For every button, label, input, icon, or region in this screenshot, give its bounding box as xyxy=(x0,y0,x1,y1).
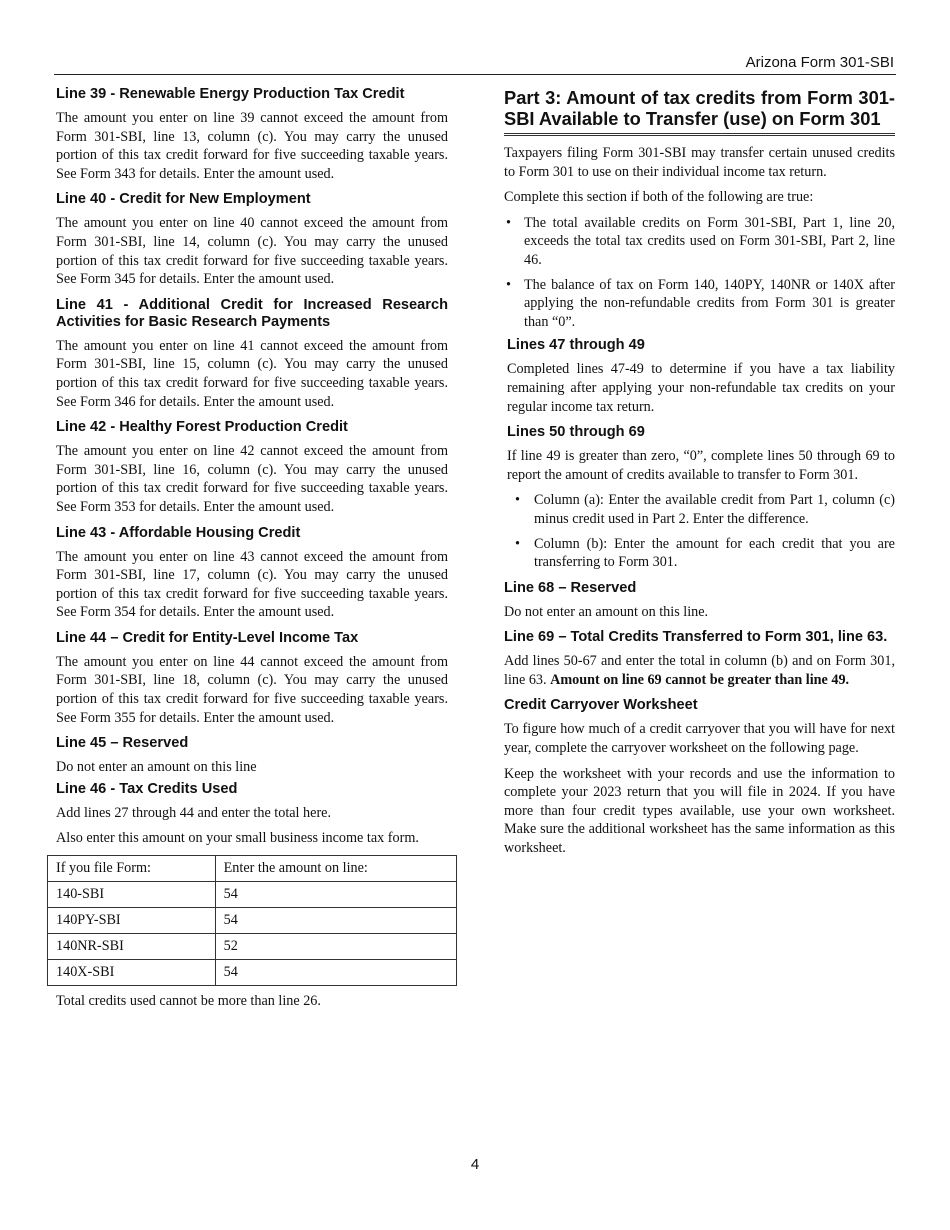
table-cell: 52 xyxy=(215,934,456,960)
section-heading: Line 40 - Credit for New Employment xyxy=(56,191,311,208)
line-69-warning: Amount on line 69 cannot be greater than line 49. xyxy=(550,671,850,688)
table-cell: 54 xyxy=(215,908,456,934)
table-cell: 54 xyxy=(215,882,456,908)
list-item: • The balance of tax on Form 140, 140PY, 140NR or 140X after applying the non-refundable credits from Form 301 is greater than “0”. xyxy=(504,276,895,332)
section-heading: Credit Carryover Worksheet xyxy=(504,697,698,714)
section-text: Do not enter an amount on this line xyxy=(56,759,257,776)
section-line-44 xyxy=(56,630,448,727)
section-line-41 xyxy=(56,297,448,411)
section-text: The amount you enter on line 43 cannot exceed the amount from Form 301-SBI, line 17, column (c). You may carry the unused portion of this tax credit forward for five succeeding taxable years. See Form 354 for details. Enter the amount used. xyxy=(56,548,448,621)
table-cell: 140PY-SBI xyxy=(48,908,216,934)
section-heading: Line 39 - Renewable Energy Production Tax Credit xyxy=(56,86,405,102)
section-line-40 xyxy=(56,191,448,288)
section-text: The amount you enter on line 40 cannot exceed the amount from Form 301-SBI, line 14, column (c). You may carry the unused portion of this tax credit forward for five succeeding taxable years. See Form 345 for details. Enter the amount used. xyxy=(56,215,448,288)
section-lines-50-69 xyxy=(504,424,895,572)
table-header-row xyxy=(48,856,457,882)
conditions-list xyxy=(504,214,895,332)
section-carryover-worksheet xyxy=(504,697,895,857)
left-column xyxy=(56,86,448,1019)
section-heading: Lines 47 through 49 xyxy=(507,337,645,354)
form-title: Arizona Form 301-SBI xyxy=(745,54,894,71)
line-69-text: Add lines 50-67 and enter the total in column (b) and on Form 301, line 63. xyxy=(504,653,895,688)
right-column xyxy=(504,86,895,866)
table-row xyxy=(48,934,457,960)
column-list xyxy=(507,491,895,571)
section-line-69 xyxy=(504,629,895,689)
table-row xyxy=(48,908,457,934)
section-heading: Line 69 – Total Credits Transferred to Form 301, line 63. xyxy=(504,629,888,646)
header-rule xyxy=(54,74,896,75)
section-heading: Line 43 - Affordable Housing Credit xyxy=(56,524,301,541)
section-text: The amount you enter on line 44 cannot exceed the amount from Form 301-SBI, line 18, column (c). You may carry the unused portion of this tax credit forward for five succeeding taxable years. See Form 355 for details. Enter the amount used. xyxy=(56,653,448,726)
section-text: Keep the worksheet with your records and use the information to complete your 2023 return that you will file in 2024. If you have more than four credit types available, use your own worksheet. Make sure the additional worksheet has the same information as this worksheet. xyxy=(504,765,895,857)
section-text: The amount you enter on line 42 cannot exceed the amount from Form 301-SBI, line 16, column (c). You may carry the unused portion of this tax credit forward for five succeeding taxable years. See Form 353 for details. Enter the amount used. xyxy=(56,443,448,515)
table-cell: 140-SBI xyxy=(48,882,216,908)
list-item: • Column (a): Enter the available credit from Part 1, column (c) minus credit used in Part 2. Enter the difference. xyxy=(507,491,895,528)
section-line-43 xyxy=(56,525,448,622)
section-line-46 xyxy=(56,781,448,1011)
section-text: To figure how much of a credit carryover that you will have for next year, complete the carryover worksheet on the following page. xyxy=(504,721,895,757)
table-header: If you file Form: xyxy=(48,856,216,882)
section-lines-47-49 xyxy=(504,337,895,416)
section-text: Do not enter an amount on this line. xyxy=(504,603,709,620)
section-text: Completed lines 47-49 to determine if you have a tax liability remaining after applying your non-refundable tax credits on your regular income tax return. xyxy=(507,361,895,415)
table-cell: 140NR-SBI xyxy=(48,934,216,960)
section-text xyxy=(504,652,895,689)
section-heading: Lines 50 through 69 xyxy=(507,424,645,441)
page-number: 4 xyxy=(470,1156,480,1173)
section-text: Add lines 27 through 44 and enter the total here. xyxy=(56,804,332,821)
section-text: The amount you enter on line 39 cannot exceed the amount from Form 301-SBI, line 13, column (c). You may carry the unused portion of this tax credit forward for five succeeding taxable years. See Form 343 for details. Enter the amount used. xyxy=(56,110,448,182)
section-line-42 xyxy=(56,419,448,516)
list-item: • The total available credits on Form 301-SBI, Part 1, line 20, exceeds the total tax credits used on Form 301-SBI, Part 2, line 46. xyxy=(504,214,895,270)
table-cell: 54 xyxy=(215,960,456,986)
table-header: Enter the amount on line: xyxy=(215,856,456,882)
section-text: The amount you enter on line 41 cannot exceed the amount from Form 301-SBI, line 15, column (c). You may carry the unused portion of this tax credit forward for five succeeding taxable years. See Form 346 for details. Enter the amount used. xyxy=(56,337,448,410)
table-cell: 140X-SBI xyxy=(48,960,216,986)
part-3-heading: Part 3: Amount of tax credits from Form 301-SBI Available to Transfer (use) on Form 301 xyxy=(504,88,895,136)
section-heading: Line 46 - Tax Credits Used xyxy=(56,780,238,797)
section-line-45 xyxy=(56,735,448,777)
list-item: • Column (b): Enter the amount for each credit that you are transferring to Form 301. xyxy=(507,535,895,572)
section-line-68 xyxy=(504,580,895,622)
section-heading: Line 42 - Healthy Forest Production Credit xyxy=(56,419,348,436)
section-text: Also enter this amount on your small business income tax form. xyxy=(56,830,419,847)
section-line-39 xyxy=(56,86,448,183)
intro-text: Taxpayers filing Form 301-SBI may transfer certain unused credits to Form 301 to use on their individual income tax return. xyxy=(504,145,895,180)
intro-text: Complete this section if both of the following are true: xyxy=(504,189,814,206)
table-row xyxy=(48,960,457,986)
section-heading: Line 41 - Additional Credit for Increased Research Activities for Basic Research Payments xyxy=(56,296,448,330)
section-heading: Line 45 – Reserved xyxy=(56,735,189,752)
section-text: If line 49 is greater than zero, “0”, complete lines 50 through 69 to report the amount of credits available to transfer to Form 301. xyxy=(507,448,895,483)
section-text: Total credits used cannot be more than line 26. xyxy=(56,993,321,1010)
section-heading: Line 44 – Credit for Entity-Level Income Tax xyxy=(56,629,359,646)
section-heading: Line 68 – Reserved xyxy=(504,579,637,596)
table-row xyxy=(48,882,457,908)
form-line-table xyxy=(47,855,457,986)
